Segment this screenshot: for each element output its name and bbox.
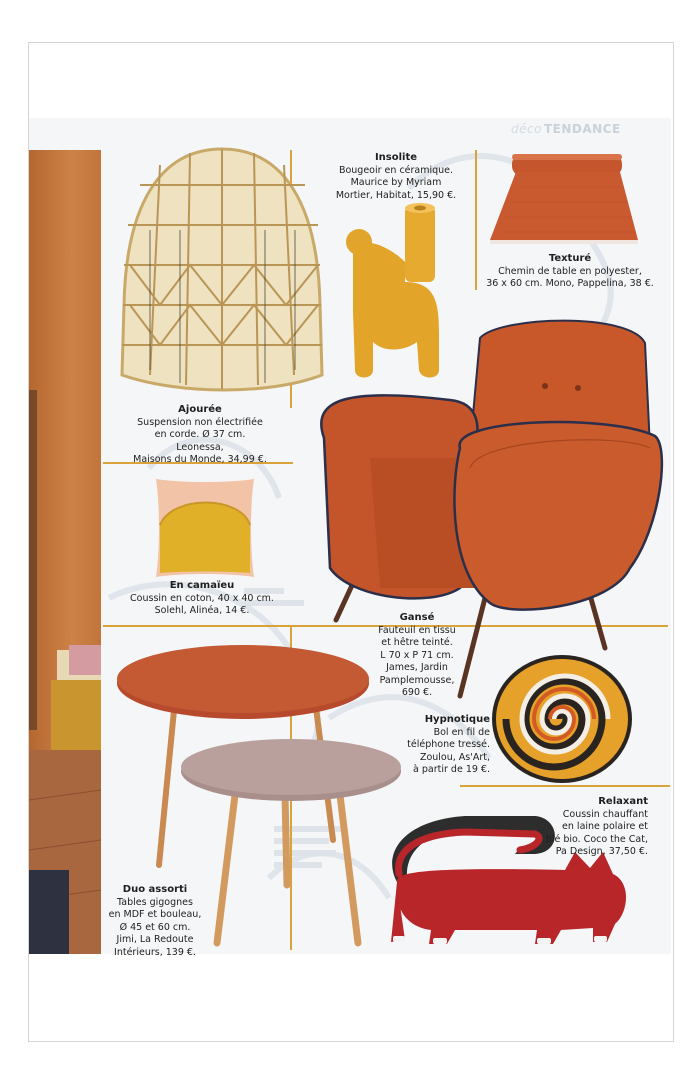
divider-line [475, 150, 477, 290]
caption-camaieu [122, 580, 282, 618]
table-runner-icon [488, 152, 642, 247]
caption-text: Bougeoir en céramique. Maurice by Myriam Mortier, Habitat, 15,90 €. [335, 164, 457, 201]
spiral-bowl-icon [492, 655, 632, 785]
caption-duo [100, 884, 210, 959]
caption-title: Texturé [548, 253, 592, 264]
caption-title: Duo assorti [122, 884, 188, 895]
room-photo-strip [29, 150, 101, 954]
caption-title: Ajourée [178, 404, 222, 415]
caption-text: Fauteuil en tissu et hêtre teinté. L 70 x P 71 cm. James, Jardin Pamplemousse, 690 €. [378, 624, 456, 698]
caption-relaxant [528, 796, 648, 859]
caption-title: Hypnotique [424, 714, 490, 725]
caption-ganse [362, 612, 472, 700]
caption-text: Suspension non électrifiée en corde. Ø 37 cm. Leonessa, Maisons du Monde, 34,99 €. [133, 416, 267, 465]
caption-text: Bol en fil de téléphone tressé. Zoulou, As'Art, à partir de 19 €. [407, 726, 490, 775]
caption-title: En camaïeu [169, 580, 235, 591]
cushion-icon [152, 475, 258, 581]
pendant-lamp-icon [120, 145, 325, 395]
caption-text: Coussin en coton, 40 x 40 cm. Solehl, Alinéa, 14 €. [130, 592, 274, 616]
caption-ajouree [130, 404, 270, 467]
caption-text: Coussin chauffant en laine polaire et blé bio. Coco the Cat, Pa Design, 37,50 €. [545, 808, 648, 857]
divider-line [460, 785, 670, 787]
caption-text: Tables gigognes en MDF et bouleau, Ø 45 et 60 cm. Jimi, La Redoute Intérieurs, 139 €. [108, 896, 202, 958]
section-deco: déco [511, 122, 542, 136]
caption-texture [480, 253, 660, 291]
caption-insolite [332, 152, 460, 202]
caption-hypnotique [380, 714, 490, 777]
section-title: TENDANCE [543, 122, 621, 136]
caption-text: Chemin de table en polyester, 36 x 60 cm. Mono, Pappelina, 38 €. [486, 265, 654, 289]
caption-title: Insolite [374, 152, 418, 163]
caption-title: Gansé [399, 612, 435, 623]
section-label [511, 122, 621, 136]
caption-title: Relaxant [598, 796, 648, 807]
